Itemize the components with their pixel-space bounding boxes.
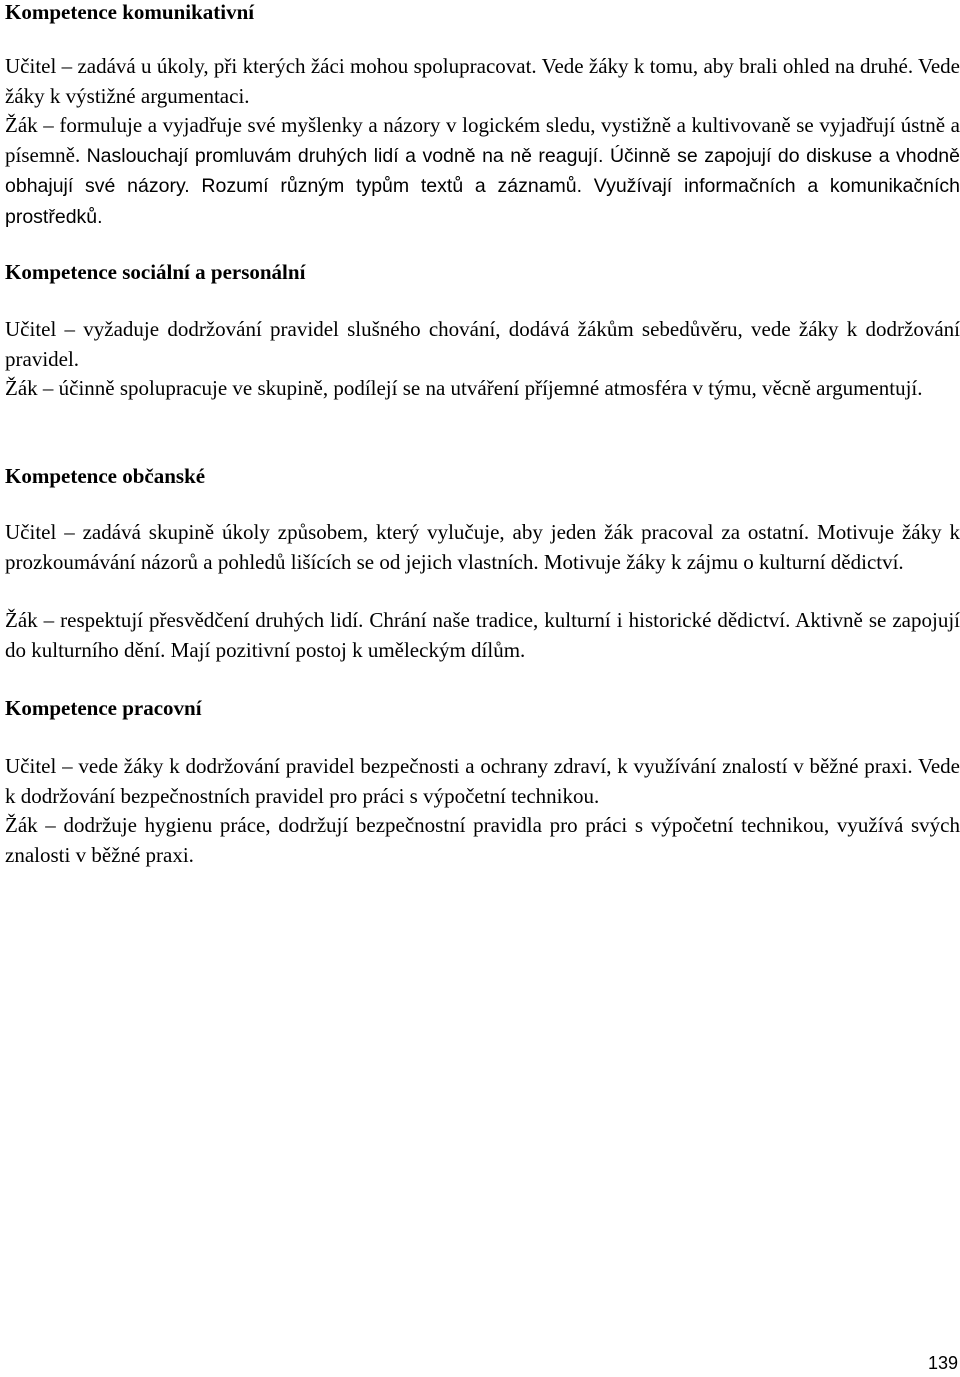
section-heading-pracovni: Kompetence pracovní <box>5 696 202 720</box>
student-rest-komunikativni: Naslouchají promluvám druhých lidí a vodně na ně reagují. Účinně se zapojují do diskuse a vhodně obhajují své názory. Rozumí různým typům textů a záznamů. Využívají informačních a komunikačních prostředků. <box>5 144 960 228</box>
section-heading-komunikativni: Kompetence komunikativní <box>5 0 255 24</box>
section-heading-socialni-personalni: Kompetence sociální a personální <box>5 260 306 284</box>
teacher-paragraph-pracovni: Učitel – vede žáky k dodržování pravidel bezpečnosti a ochrany zdraví, k využívání znalostí v běžné praxi. Vede k dodržování bezpečnostních pravidel pro práci s výpočetní technikou. <box>5 754 960 808</box>
teacher-paragraph-obcanske: Učitel – zadává skupině úkoly způsobem, který vylučuje, aby jeden žák pracoval za ostatní. Motivuje žáky k prozkoumávání názorů a pohledů lišících se od jejich vlastních. Motivuje žáky k zájmu o kulturní dědictví. <box>5 520 960 574</box>
student-paragraph-komunikativni <box>5 111 960 232</box>
page-number: 139 <box>927 1353 958 1373</box>
student-paragraph-obcanske: Žák – respektují přesvědčení druhých lidí. Chrání naše tradice, kulturní i historické dědictví. Aktivně se zapojují do kulturního dění. Mají pozitivní postoj k uměleckým dílům. <box>5 608 960 662</box>
teacher-paragraph-komunikativni: Učitel – zadává u úkoly, při kterých žáci mohou spolupracovat. Vede žáky k tomu, aby brali ohled na druhé. Vede žáky k výstižné argumentaci. <box>5 54 960 108</box>
student-intro-komunikativni: Žák – formuluje a vyjadřuje své myšlenky a názory v logickém sledu, vystižně a kultivovaně se vyjadřují ústně a písemně. <box>5 113 960 167</box>
section-heading-obcanske: Kompetence občanské <box>5 464 206 488</box>
student-paragraph-pracovni: Žák – dodržuje hygienu práce, dodržují bezpečnostní pravidla pro práci s výpočetní technikou, využívá svých znalosti v běžné praxi. <box>5 813 960 867</box>
student-paragraph-socialni-personalni: Žák – účinně spolupracuje ve skupině, podílejí se na utváření příjemné atmosféra v týmu, věcně argumentují. <box>5 376 923 400</box>
teacher-paragraph-socialni-personalni: Učitel – vyžaduje dodržování pravidel slušného chování, dodává žákům sebedůvěru, vede žáky k dodržování pravidel. <box>5 317 960 371</box>
